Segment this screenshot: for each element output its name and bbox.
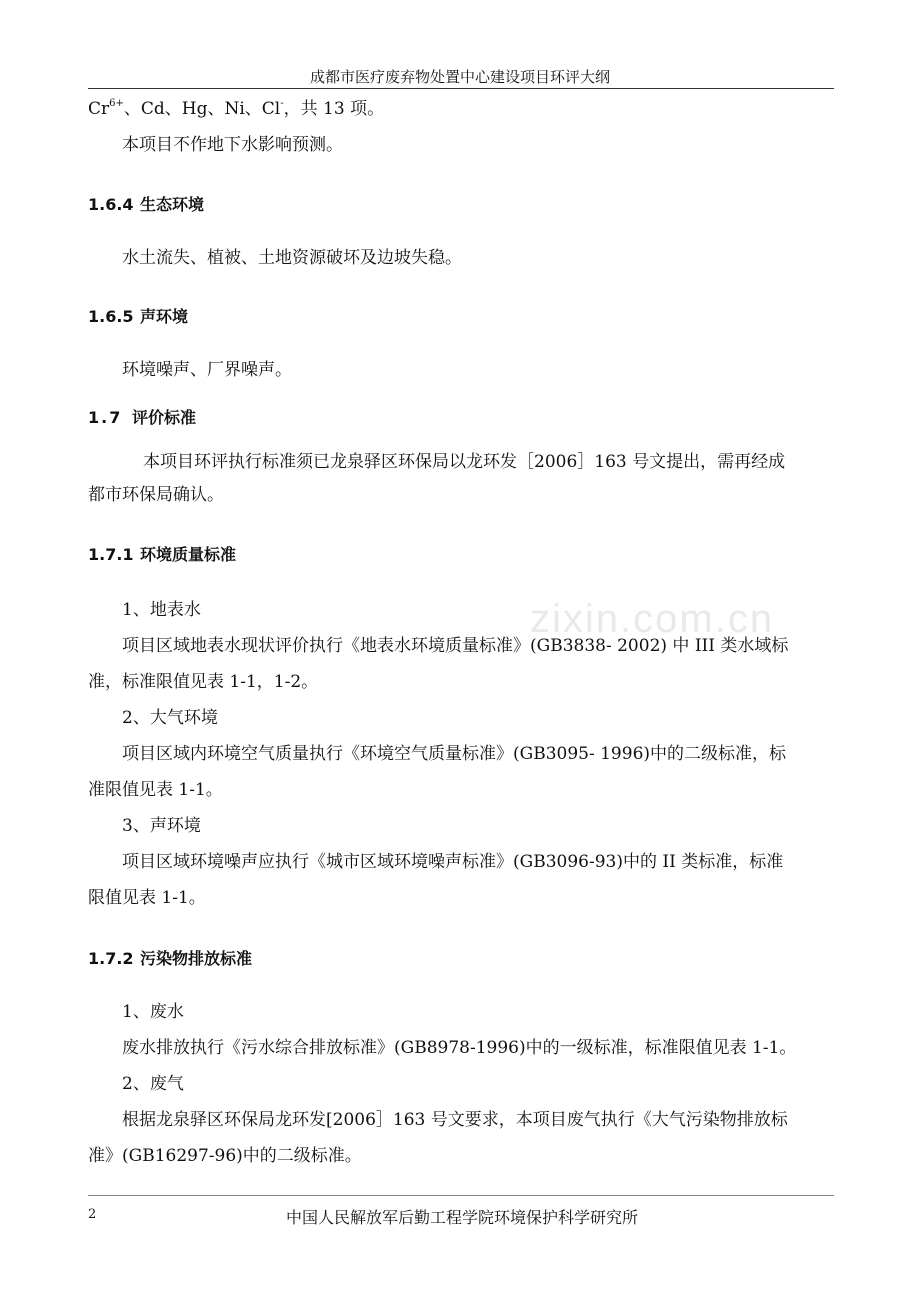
- cr-superscript: 6+: [109, 98, 124, 109]
- item-waste-gas-title: 2、废气: [122, 1074, 184, 1094]
- noise-paragraph: 环境噪声、厂界噪声。: [122, 360, 292, 380]
- item-air-line-2: 准限值见表 1-1。: [88, 780, 223, 800]
- header-rule: [88, 88, 834, 89]
- item-air-line-1: 项目区域内环境空气质量执行《环境空气质量标准》(GB3095- 1996)中的二级标准，标: [122, 744, 787, 764]
- ecology-paragraph: 水土流失、植被、土地资源破坏及边坡失稳。: [122, 248, 462, 268]
- pollutant-count-text: ，共 13 项。: [283, 99, 385, 119]
- item-wastewater-title: 1、废水: [122, 1002, 184, 1022]
- pollutant-list-line: [88, 99, 384, 119]
- section-title: 评价标准: [132, 408, 197, 427]
- item-air-title: 2、大气环境: [122, 708, 218, 728]
- section-title: 污染物排放标准: [140, 949, 253, 968]
- section-heading-1-6-5: [88, 304, 188, 327]
- item-waste-gas-line-1: 根据龙泉驿区环保局龙环发[2006］163 号文要求，本项目废气执行《大气污染物排放标: [122, 1110, 788, 1130]
- section-number: 1.7.1: [88, 545, 134, 564]
- item-surface-water-title: 1、地表水: [122, 600, 201, 620]
- cl-superscript: -: [280, 98, 284, 109]
- item-noise-title: 3、声环境: [122, 816, 201, 836]
- item-noise-line-2: 限值见表 1-1。: [88, 888, 206, 908]
- footer-institution: 中国人民解放军后勤工程学院环境保护科学研究所: [286, 1208, 639, 1227]
- item-wastewater-line-1: 废水排放执行《污水综合排放标准》(GB8978-1996)中的一级标准，标准限值见表 1-1。: [122, 1038, 797, 1058]
- item-surface-water-line-2: 准，标准限值见表 1-1，1-2。: [88, 672, 319, 692]
- section-heading-1-7: [88, 405, 196, 428]
- watermark: zixin.com.cn: [530, 597, 775, 641]
- section-heading-1-6-4: [88, 192, 204, 215]
- section-title: 环境质量标准: [140, 545, 237, 564]
- page-header-title: 成都市医疗废弃物处置中心建设项目环评大纲: [309, 68, 610, 86]
- groundwater-paragraph: 本项目不作地下水影响预测。: [122, 135, 343, 155]
- item-noise-line-1: 项目区域环境噪声应执行《城市区域环境噪声标准》(GB3096-93)中的 II 类标准，标准: [122, 852, 784, 872]
- section-number: 1.6.4: [88, 195, 134, 214]
- section-number: 1.6.5: [88, 307, 134, 326]
- page-number: 2: [88, 1207, 97, 1222]
- section-heading-1-7-1: [88, 542, 236, 565]
- footer-rule: [88, 1195, 834, 1196]
- item-surface-water-line-1: 项目区域地表水现状评价执行《地表水环境质量标准》(GB3838- 2002) 中 III 类水域标: [122, 636, 789, 656]
- section-number: 1.7: [88, 408, 123, 427]
- item-waste-gas-line-2: 准》(GB16297-96)中的二级标准。: [88, 1146, 362, 1166]
- pollutant-list-text: 、Cd、Hg、Ni、Cl: [123, 99, 281, 119]
- section-title: 声环境: [140, 307, 189, 326]
- section-number: 1.7.2: [88, 949, 134, 968]
- standards-paragraph-line-1: 本项目环评执行标准须已龙泉驿区环保局以龙环发［2006］163 号文提出，需再经成: [143, 452, 786, 472]
- standards-paragraph-line-2: 都市环保局确认。: [88, 485, 224, 505]
- section-title: 生态环境: [140, 195, 205, 214]
- section-heading-1-7-2: [88, 946, 252, 969]
- cr-text: Cr: [88, 99, 110, 119]
